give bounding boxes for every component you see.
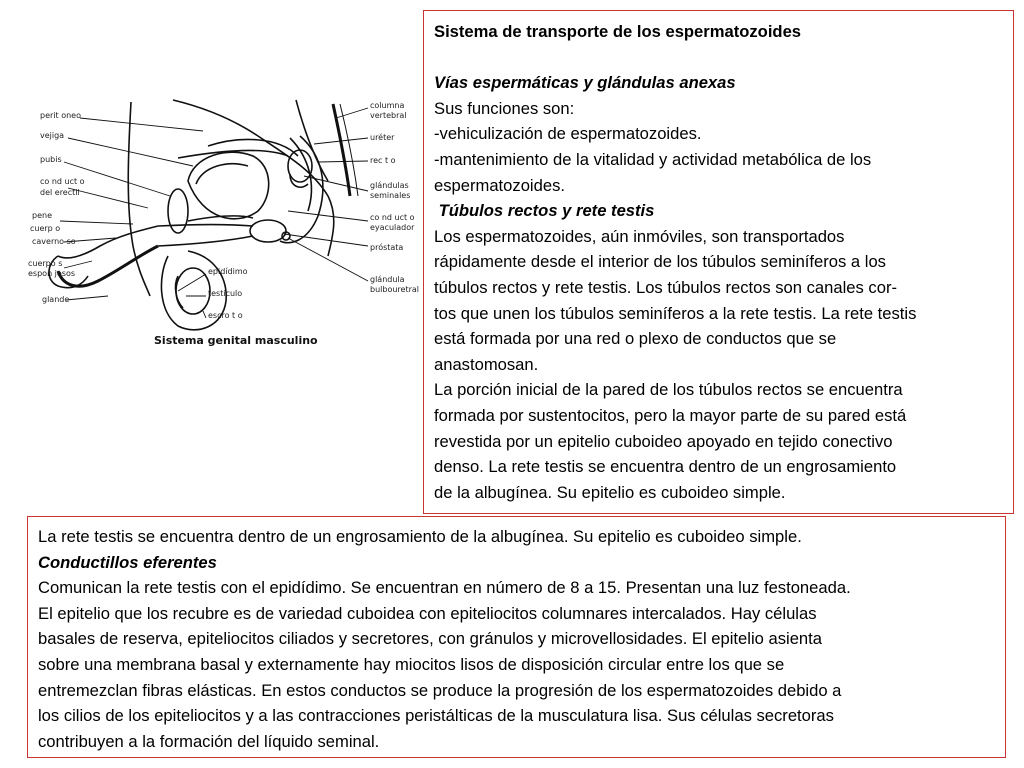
- label-peritoneo: perit oneo: [40, 111, 81, 120]
- label-conducto-erectil-2: del erectil: [40, 188, 80, 197]
- text-line: de la albugínea. Su epitelio es cuboideo simple.: [434, 482, 786, 502]
- text-line: contribuyen a la formación del líquido seminal.: [38, 731, 380, 751]
- text-line: sobre una membrana basal y externamente hay miocitos lisos de disposición circular entre los que se: [38, 654, 785, 674]
- label-cuerpo-cavernoso-1: cuerp o: [30, 224, 61, 233]
- top-text-box: [423, 10, 1014, 514]
- text-line: rápidamente desde el interior de los túbulos seminíferos a los: [434, 252, 886, 272]
- text-line: basales de reserva, epiteliocitos ciliados y secretores, con gránulos y microvellosidades. El epitelio asienta: [38, 629, 822, 649]
- subheading: Túbulos rectos y rete testis: [434, 201, 655, 221]
- text-line: La rete testis se encuentra dentro de un engrosamiento de la albugínea. Su epitelio es cuboideo simple.: [38, 527, 802, 546]
- label-pene: pene: [32, 211, 52, 220]
- text-line: denso. La rete testis se encuentra dentro de un engrosamiento: [434, 457, 897, 477]
- text-line: anastomosan.: [434, 354, 539, 374]
- bottom-text-box: [27, 516, 1006, 758]
- text-line: los cilios de los epiteliocitos y a las contracciones peristálticas de la musculatura lisa. Sus células secretoras: [38, 706, 834, 726]
- label-conducto-erectil-1: co nd uct o: [40, 177, 85, 186]
- text-line: Sus funciones son:: [434, 98, 575, 118]
- label-glandulas-seminales-2: seminales: [370, 191, 411, 200]
- label-prostata: próstata: [370, 243, 404, 252]
- text-line: La porción inicial de la pared de los túbulos rectos se encuentra: [434, 380, 903, 400]
- label-cuerpo-esponjoso-1: cuerpo s: [28, 259, 63, 268]
- label-columna-2: vertebral: [370, 111, 407, 120]
- subheading: Conductillos eferentes: [38, 552, 217, 572]
- label-escroto: escro t o: [208, 311, 243, 320]
- text-line: formada por sustentocitos, pero la mayor parte de su pared está: [434, 405, 907, 425]
- label-glandula-bulbouretral-2: bulbouretral: [370, 285, 419, 294]
- label-ureter: uréter: [370, 133, 395, 142]
- section-title: Sistema de transporte de los espermatozoides: [434, 22, 802, 41]
- label-cuerpo-esponjoso-2: espon josos: [28, 269, 76, 278]
- label-glande: glande: [42, 295, 70, 304]
- label-vejiga: vejiga: [40, 131, 65, 140]
- text-line: entremezclan fibras elásticas. En estos conductos se produce la progresión de los espermatozoides debido a: [38, 680, 842, 700]
- label-testiculo: testículo: [208, 289, 243, 298]
- label-recto: rec t o: [370, 156, 396, 165]
- text-line: túbulos rectos y rete testis. Los túbulos rectos son canales cor-: [434, 277, 898, 297]
- male-reproductive-system-diagram: [28, 96, 420, 358]
- label-conducto-eyaculador-1: co nd uct o: [370, 213, 415, 222]
- label-glandula-bulbouretral-1: glándula: [370, 275, 405, 284]
- text-line: espermatozoides.: [434, 175, 565, 195]
- text-line: Los espermatozoides, aún inmóviles, son transportados: [434, 226, 845, 246]
- text-line: revestida por un epitelio cuboideo apoyado en tejido conectivo: [434, 431, 893, 451]
- label-pubis: pubis: [40, 155, 62, 164]
- text-line: -vehiculización de espermatozoides.: [434, 124, 702, 144]
- label-columna-1: columna: [370, 101, 405, 110]
- text-line: está formada por una red o plexo de conductos que se: [434, 329, 837, 349]
- label-cuerpo-cavernoso-2: caverno so: [32, 237, 76, 246]
- text-line: El epitelio que los recubre es de variedad cuboidea con epiteliocitos columnares intercalados. Hay células: [38, 603, 817, 623]
- text-line: tos que unen los túbulos seminíferos a la rete testis. La rete testis: [434, 303, 917, 323]
- text-line: Comunican la rete testis con el epidídimo. Se encuentran en número de 8 a 15. Presentan una luz festoneada.: [38, 578, 851, 598]
- label-conducto-eyaculador-2: eyaculador: [370, 223, 415, 232]
- label-epididimo: epidídimo: [208, 267, 248, 276]
- text-line: -mantenimiento de la vitalidad y actividad metabólica de los: [434, 149, 872, 169]
- spacer: [434, 45, 1005, 71]
- figure-caption: Sistema genital masculino: [154, 334, 318, 347]
- label-glandulas-seminales-1: glándulas: [370, 181, 409, 190]
- subtitle: Vías espermáticas y glándulas anexas: [434, 73, 736, 93]
